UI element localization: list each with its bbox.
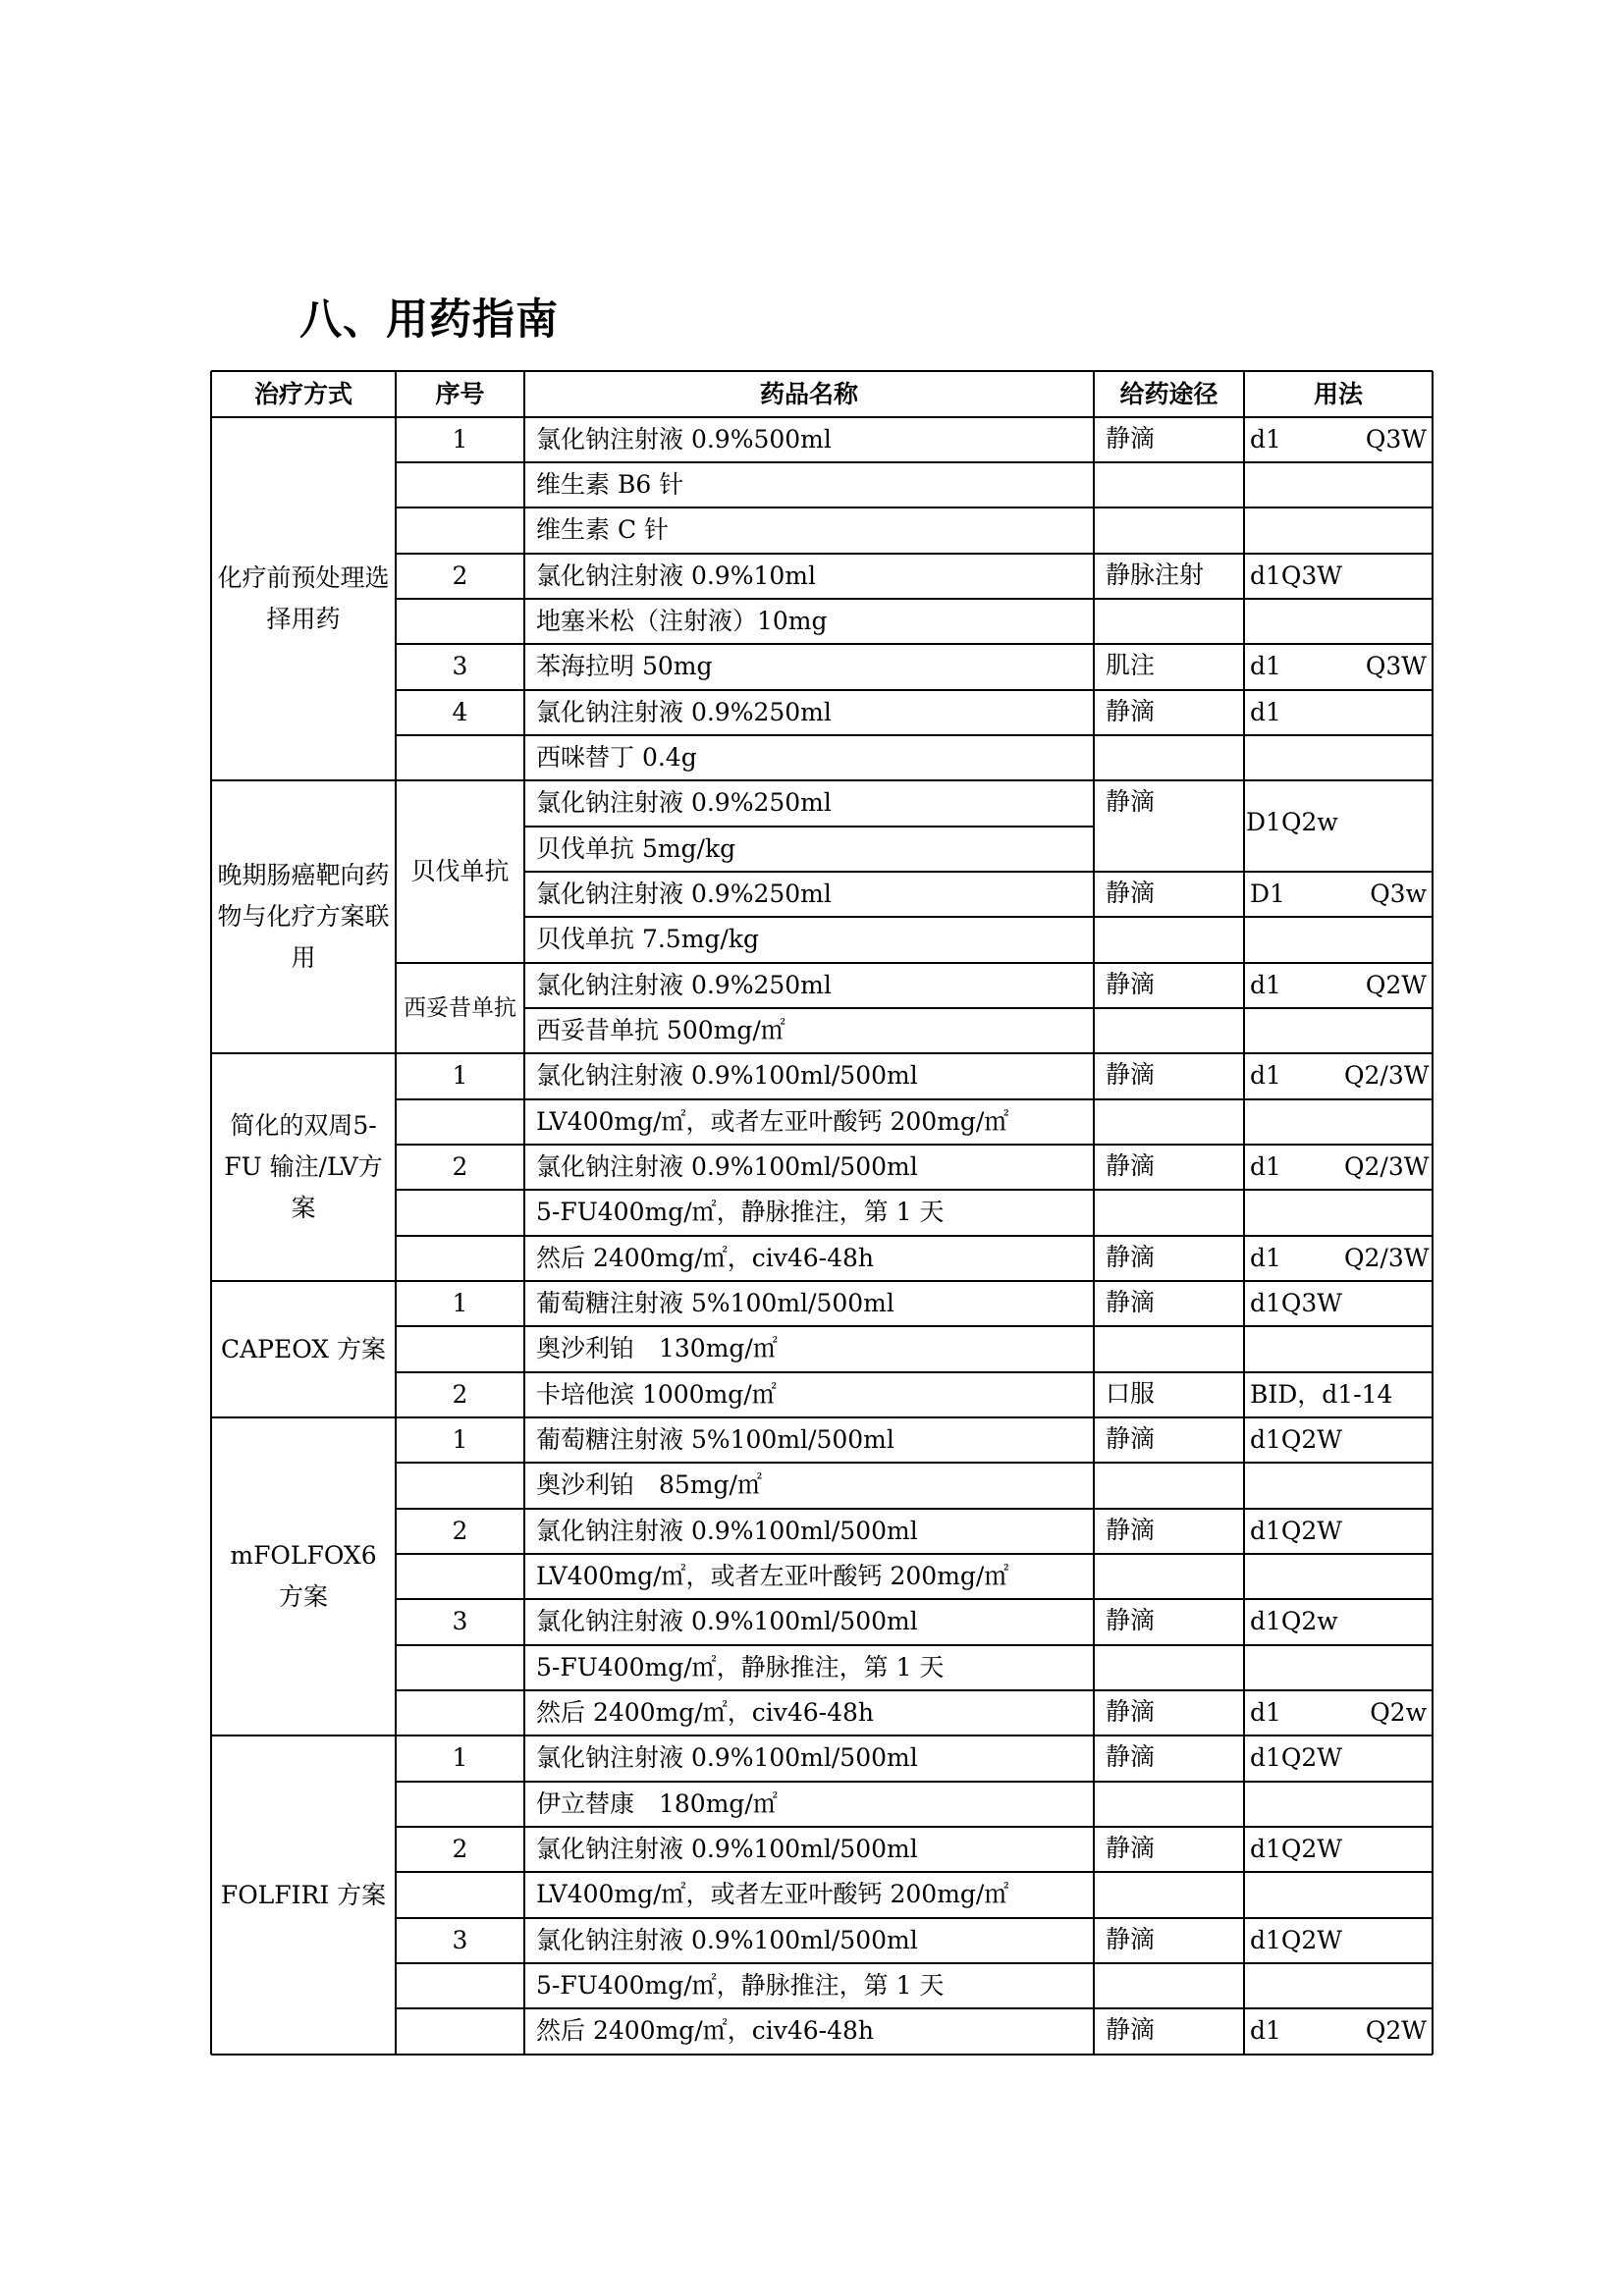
row-number: 2 [452,561,468,590]
usage-cycle [1344,690,1427,735]
usage-day: d1 [1250,1698,1281,1727]
row-number: 3 [452,652,468,680]
drug-name: 然后 2400mg/㎡，civ46-48h [536,2016,874,2045]
subgroup-label: 西妥昔单抗 [404,995,516,1021]
usage-day: d1Q2W [1250,1425,1343,1454]
header-drug: 药品名称 [759,380,858,408]
usage-day: d1Q2W [1250,1926,1343,1954]
drug-name: 西咪替丁 0.4g [536,743,697,772]
drug-name: 贝伐单抗 5mg/kg [536,834,736,863]
drug-name: 卡培他滨 1000mg/㎡ [536,1380,777,1409]
usage-cycle [1344,1827,1427,1872]
usage-cycle [1344,1963,1427,2008]
drug-name: 地塞米松（注射液）10mg [536,607,828,635]
drug-name: 奥沙利铂 130mg/㎡ [536,1334,778,1362]
row-number [396,1463,524,1508]
usage-day: D1Q2w [1246,808,1338,836]
usage-cycle [1344,1326,1427,1371]
usage-cycle [1344,1918,1427,1963]
row-number [396,1782,524,1827]
row-number: 1 [452,1743,468,1772]
drug-name: 奥沙利铂 85mg/㎡ [536,1470,762,1499]
usage-day: d1Q2W [1250,1743,1343,1772]
route: 静滴 [1106,1925,1156,1953]
route: 静滴 [1106,1606,1156,1634]
drug-name: 氯化钠注射液 0.9%100ml/500ml [536,1835,918,1863]
route: 静滴 [1106,1742,1156,1771]
usage-cycle: Q2/3W [1344,1061,1430,1090]
drug-name: 氯化钠注射液 0.9%500ml [536,425,832,454]
usage-day: d1Q3W [1250,1289,1343,1317]
drug-name: 氯化钠注射液 0.9%250ml [536,788,832,817]
usage-cycle: Q3W [1365,652,1427,680]
drug-name: 西妥昔单抗 500mg/㎡ [536,1016,785,1044]
route: 静滴 [1106,1243,1156,1271]
usage-cycle [1344,1190,1427,1235]
drug-name: 氯化钠注射液 0.9%100ml/500ml [536,1152,918,1181]
usage-cycle: Q2w [1370,1698,1427,1727]
usage-day: d1 [1250,1244,1281,1272]
route: 静滴 [1106,879,1156,907]
usage-cycle [1344,917,1427,962]
usage-cycle [1344,1463,1427,1508]
drug-name: 葡萄糖注射液 5%100ml/500ml [536,1425,894,1454]
usage-cycle [1344,599,1427,644]
usage-day: d1 [1250,1061,1281,1090]
usage-day: D1 [1250,880,1285,908]
usage-cycle [1344,1509,1427,1554]
row-number: 4 [452,698,468,726]
drug-name: 氯化钠注射液 0.9%250ml [536,698,832,726]
subgroup-label: 贝伐单抗 [410,857,510,885]
route: 静滴 [1106,1151,1156,1180]
header-treatment: 治疗方式 [253,380,352,408]
usage-cycle: Q3w [1370,880,1427,908]
usage-cycle [1344,1372,1427,1417]
treatment-group-label: 简化的双周5-FU 输注/LV方案 [224,1111,383,1222]
row-number [396,1872,524,1917]
usage-cycle [1344,1735,1427,1781]
drug-name: 氯化钠注射液 0.9%100ml/500ml [536,1061,918,1090]
row-number: 2 [452,1835,468,1863]
drug-name: 氯化钠注射液 0.9%100ml/500ml [536,1926,918,1954]
usage-day: d1Q2W [1250,1835,1343,1863]
drug-name: LV400mg/㎡，或者左亚叶酸钙 200mg/㎡ [536,1562,1009,1590]
usage-cycle [1344,1599,1427,1644]
route: 静滴 [1106,1834,1156,1862]
usage-cycle [1344,735,1427,780]
row-number [396,1645,524,1690]
route: 静脉注射 [1106,561,1205,589]
row-number: 1 [452,1061,468,1090]
row-number [396,1190,524,1235]
usage-day: d1 [1250,652,1281,680]
row-number [396,2008,524,2054]
treatment-group-label: mFOLFOX6方案 [230,1541,377,1611]
usage-cycle: Q2/3W [1344,1244,1430,1272]
drug-name: 5-FU400mg/㎡，静脉推注，第 1 天 [536,1971,945,2000]
usage-day: d1 [1250,971,1281,999]
usage-cycle: Q2W [1365,2016,1427,2045]
drug-name: 氯化钠注射液 0.9%100ml/500ml [536,1607,918,1635]
drug-name: 葡萄糖注射液 5%100ml/500ml [536,1289,894,1317]
usage-cycle: Q2/3W [1344,1152,1430,1181]
route: 静滴 [1106,424,1156,453]
drug-name: 然后 2400mg/㎡，civ46-48h [536,1698,874,1727]
drug-name: 氯化钠注射液 0.9%100ml/500ml [536,1743,918,1772]
row-number: 2 [452,1517,468,1545]
drug-name: 5-FU400mg/㎡，静脉推注，第 1 天 [536,1198,945,1226]
route: 静滴 [1106,970,1156,998]
route: 静滴 [1106,787,1156,816]
row-number: 3 [452,1607,468,1635]
drug-name: LV400mg/㎡，或者左亚叶酸钙 200mg/㎡ [536,1107,1009,1136]
usage-cycle [1344,1872,1427,1917]
row-number [396,735,524,780]
usage-cycle [1344,1281,1427,1326]
usage-cycle [1344,554,1427,599]
route: 肌注 [1106,651,1156,679]
row-number: 2 [452,1380,468,1409]
drug-name: 氯化钠注射液 0.9%250ml [536,880,832,908]
usage-day: d1 [1250,425,1281,454]
row-number [396,1963,524,2008]
route: 静滴 [1106,1288,1156,1316]
page-title: 八、用药指南 [299,295,559,345]
drug-name: 氯化钠注射液 0.9%250ml [536,971,832,999]
usage-cycle: Q3W [1365,425,1427,454]
row-number: 1 [452,425,468,454]
usage-day: d1 [1250,698,1281,726]
drug-name: 氯化钠注射液 0.9%10ml [536,561,816,590]
row-number [396,1554,524,1599]
row-number [396,1690,524,1735]
drug-name: 苯海拉明 50mg [536,652,713,680]
usage-cycle [1344,1417,1427,1463]
drug-name: 维生素 C 针 [536,515,670,544]
row-number [396,1099,524,1145]
row-number: 1 [452,1289,468,1317]
route: 静滴 [1106,1060,1156,1089]
drug-name: 伊立替康 180mg/㎡ [536,1789,778,1818]
treatment-group-label: CAPEOX 方案 [220,1334,387,1363]
drug-name: 贝伐单抗 7.5mg/kg [536,925,759,953]
treatment-group-label: FOLFIRI 方案 [220,1880,387,1909]
route: 口服 [1106,1379,1156,1408]
route: 静滴 [1106,1424,1156,1453]
usage-cycle: Q2W [1365,971,1427,999]
route: 静滴 [1106,1697,1156,1726]
usage-cycle [1344,1645,1427,1690]
row-number [396,1326,524,1371]
route: 静滴 [1106,1516,1156,1544]
usage-day: d1 [1250,2016,1281,2045]
row-number [396,599,524,644]
drug-name: 5-FU400mg/㎡，静脉推注，第 1 天 [536,1653,945,1682]
usage-cycle [1344,1099,1427,1145]
drug-name: LV400mg/㎡，或者左亚叶酸钙 200mg/㎡ [536,1880,1009,1908]
row-number: 3 [452,1926,468,1954]
usage-cycle [1344,507,1427,553]
header-number: 序号 [435,380,485,408]
drug-name: 然后 2400mg/㎡，civ46-48h [536,1244,874,1272]
treatment-group-label: 晚期肠癌靶向药物与化疗方案联用 [217,861,390,972]
usage-cycle [1344,1008,1427,1053]
row-number: 1 [452,1425,468,1454]
usage-cycle [1344,1554,1427,1599]
usage-day: BID，d1-14 [1250,1380,1393,1409]
usage-day: d1 [1250,1152,1281,1181]
row-number: 2 [452,1152,468,1181]
usage-cycle [1344,1782,1427,1827]
header-route: 给药途径 [1119,380,1218,408]
route: 静滴 [1106,697,1156,725]
drug-name: 氯化钠注射液 0.9%100ml/500ml [536,1517,918,1545]
drug-name: 维生素 B6 针 [536,470,684,499]
row-number [396,462,524,507]
usage-day: d1Q2w [1250,1607,1338,1635]
treatment-group-label: 化疗前预处理选择用药 [217,563,390,633]
usage-day: d1Q3W [1250,561,1343,590]
usage-day: d1Q2W [1250,1517,1343,1545]
header-usage: 用法 [1313,380,1363,408]
row-number [396,507,524,553]
usage-cycle [1344,462,1427,507]
row-number [396,1236,524,1281]
route: 静滴 [1106,2015,1156,2044]
